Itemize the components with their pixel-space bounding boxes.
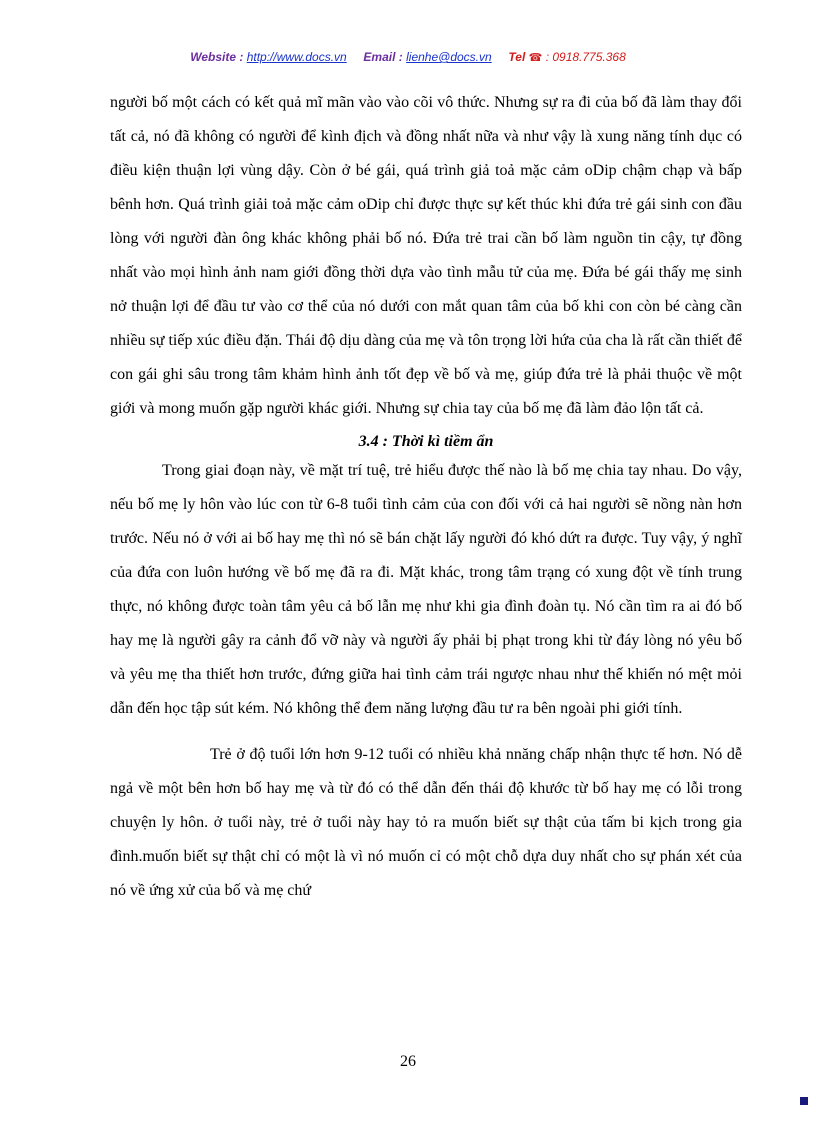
tel-label: Tel bbox=[508, 50, 526, 64]
website-link[interactable]: http://www.docs.vn bbox=[246, 50, 347, 64]
tel-value: : 0918.775.368 bbox=[545, 50, 626, 64]
website-label: Website : bbox=[190, 50, 244, 64]
document-body bbox=[110, 86, 742, 908]
paragraph-1: người bố một cách có kết quả mĩ mãn vào vào cõi vô thức. Nhưng sự ra đi của bố đã làm thay đổi tất cả, nó đã không có người để kình địch và đồng nhất nữa và như vậy là xung năng tính dục có điều kiện thuận lợi vùng dậy. Còn ở bé gái, quá trình giả toả mặc cảm oDip chậm chạp và bấp bênh hơn. Quá trình giải toả mặc cảm oDip chỉ được thực sự kết thúc khi đứa trẻ gái sinh con đầu lòng với người đàn ông khác không phải bố nó. Đứa trẻ trai cần bố làm nguồn tin cậy, tự đồng nhất vào mọi hình ảnh nam giới đồng thời dựa vào tình mẫu tử của mẹ. Đứa bé gái thấy mẹ sinh nở thuận lợi để đầu tư vào cơ thể của nó dưới con mắt quan tâm của bố khi con còn bé càng cần nhiều sự tiếp xúc điều đặn. Thái độ dịu dàng của mẹ và tôn trọng lời hứa của cha là rất cần thiết để con gái ghi sâu trong tâm khảm hình ảnh tốt đẹp về bố và mẹ, giúp đứa trẻ là phải thuộc về một giới và mong muốn gặp người khác giới. Nhưng sự chia tay của bố mẹ đã làm đảo lộn tất cả. bbox=[110, 94, 742, 417]
telephone-icon: ☎ bbox=[528, 52, 543, 64]
page-number: 26 bbox=[400, 1053, 416, 1070]
email-label: Email bbox=[363, 50, 396, 64]
paragraph-3: Trẻ ở độ tuổi lớn hơn 9-12 tuổi có nhiều khả nnăng chấp nhận thực tế hơn. Nó dễ ngả về một bên hơn bố hay mẹ và từ đó có thể dẫn đến thái độ khước từ bố hay mẹ có lỗi trong chuyện ly hôn. ở tuổi này, trẻ ở tuổi này hay tỏ ra muốn biết sự thật của tấm bi kịch trong gia đình.muốn biết sự thật chỉ có một là vì nó muốn cỉ có một chỗ dựa duy nhất cho sự phán xét của nó về ứng xử của bố và mẹ chứ bbox=[110, 746, 742, 899]
section-heading: 3.4 : Thời kì tiềm ẩn bbox=[358, 433, 494, 450]
paragraph-2: Trong giai đoạn này, về mặt trí tuệ, trẻ hiểu được thế nào là bố mẹ chia tay nhau. Do vậy, nếu bố mẹ ly hôn vào lúc con từ 6-8 tuổi tình cảm của con đối với cả hai người sẽ nồng nàn hơn trước. Nếu nó ở với ai bố hay mẹ thì nó sẽ bán chặt lấy người đó khó dứt ra được. Tuy vậy, ý nghĩ của đứa con luôn hướng về bố mẹ đã ra đi. Mặt khác, trong tâm trạng có xung đột về tính trung thực, nó không được toàn tâm yêu cả bố lẫn mẹ như khi gia đình đoàn tụ. Nó cần tìm ra ai đó bố hay mẹ là người gây ra cảnh đổ vỡ này và người ấy phải bị phạt trong khi từ đáy lòng nó yêu bố và yêu mẹ tha thiết hơn trước, đứng giữa hai tình cảm trái ngược nhau như thế khiến nó mệt mỏi dẫn đến học tập sút kém. Nó không thể đem năng lượng đầu tư ra bên ngoài phi giới tính. bbox=[110, 462, 742, 717]
email-colon: : bbox=[398, 50, 403, 64]
corner-marker bbox=[800, 1097, 808, 1105]
email-link[interactable]: lienhe@docs.vn bbox=[406, 50, 492, 64]
page-header bbox=[0, 50, 816, 64]
